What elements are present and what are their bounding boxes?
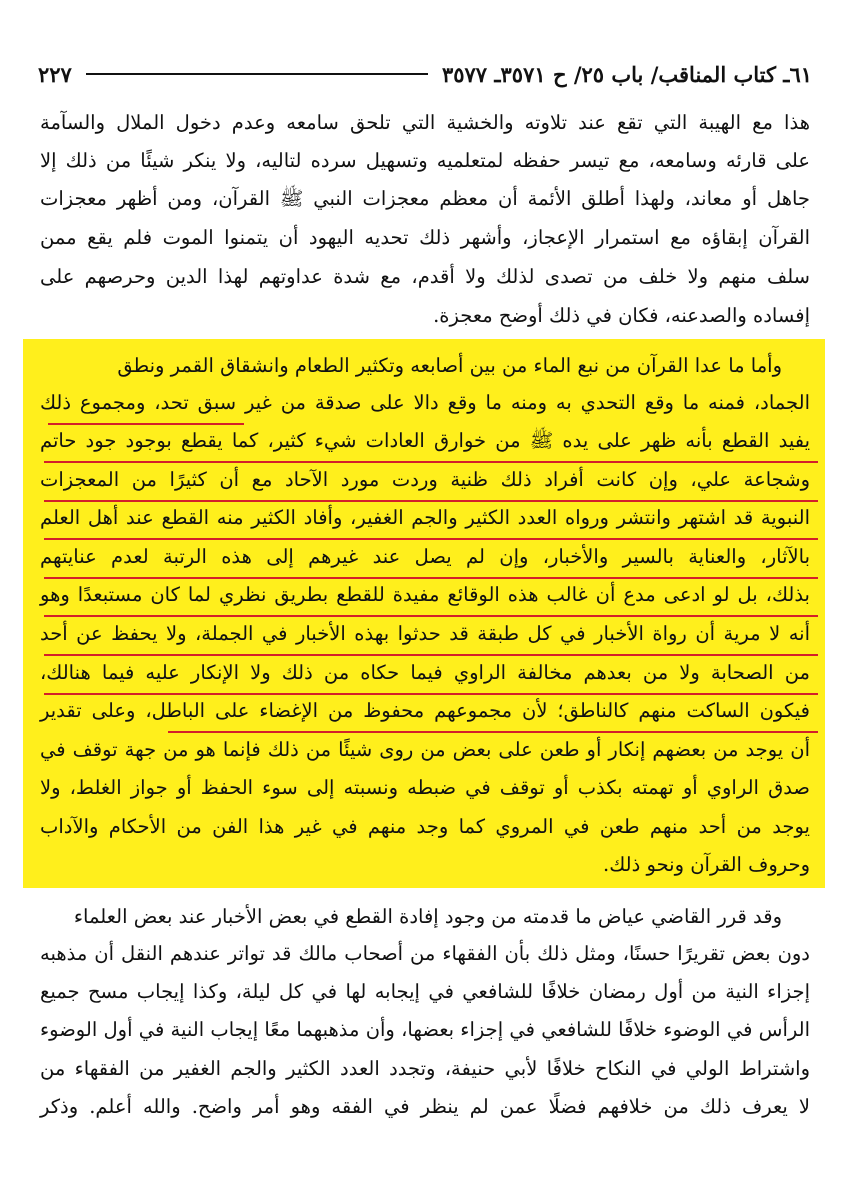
text-line: يفيد القطع بأنه ظهر على يده ﷺ من خوارق العادات شيء كثير، كما يقطع بوجود جود حاتم bbox=[40, 429, 810, 452]
red-underline bbox=[48, 423, 244, 425]
text-line: وقد قرر القاضي عياض ما قدمته من وجود إفادة القطع في بعض الأخبار عند بعض العلماء bbox=[73, 905, 782, 928]
text-line: بذلك، بل لو ادعى مدع أن غالب هذه الوقائع مفيدة للقطع بطريق نظري لما كان مستبعدًا وهو bbox=[40, 583, 810, 606]
text-line: بالآثار، والعناية بالسير والأخبار، وإن لم يصل عند غيرهم إلى هذه الرتبة لعدم عنايتهم bbox=[40, 545, 810, 568]
text-line: من الصحابة ولا من بعدهم مخالفة الراوي فيما حكاه من ذلك ولا الإنكار عليه فيما هنالك، bbox=[40, 661, 810, 684]
red-underline bbox=[44, 538, 818, 540]
text-line: وحروف القرآن ونحو ذلك. bbox=[603, 853, 810, 876]
text-line: هذا مع الهيبة التي تقع عند تلاوته والخشية التي تلحق سامعه وعدم دخول الملال والسآمة bbox=[40, 111, 810, 134]
text-line: على قارئه وسامعه، مع تيسر حفظه لمتعلميه وتسهيل سرده لتاليه، ولا ينكر شيئًا من ذلك إلا bbox=[40, 149, 810, 172]
text-line: جاهل أو معاند، ولهذا أطلق الأئمة أن معظم معجزات النبي ﷺ القرآن، ومن أظهر معجزات bbox=[40, 187, 810, 210]
yellow-highlight bbox=[23, 339, 825, 888]
red-underline bbox=[44, 693, 818, 695]
text-line: إفساده والصدعنه، فكان في ذلك أوضح معجزة. bbox=[433, 304, 810, 327]
red-underline bbox=[44, 577, 818, 579]
text-line: وأما ما عدا القرآن من نبع الماء من بين أصابعه وتكثير الطعام وانشقاق القمر ونطق bbox=[117, 354, 782, 377]
text-line: لا يعرف ذلك من خلافهم فضلًا عمن لم ينظر في الفقه وهو أمر واضح. والله أعلم. وذكر bbox=[40, 1095, 810, 1118]
text-line: دون بعض تقريرًا حسنًا، ومثل ذلك بأن الفقهاء من أصحاب مالك قد تواتر عندهم النقل أن مذهبه bbox=[40, 942, 810, 965]
text-line: فيكون الساكت منهم كالناطق؛ لأن مجموعهم محفوظ من الإغضاء على الباطل، وعلى تقدير bbox=[40, 699, 810, 722]
red-underline bbox=[44, 654, 818, 656]
text-line: النبوية قد اشتهر وانتشر ورواه العدد الكثير والجم الغفير، وأفاد الكثير منه القطع عند أهل العلم bbox=[40, 506, 810, 529]
text-line: الجماد، فمنه ما وقع التحدي به ومنه ما وقع دالا على صدقة من غير سبق تحد، ومجموع ذلك bbox=[40, 391, 810, 414]
page-number: ٢٢٧ bbox=[38, 61, 72, 87]
text-line: أنه لا مرية أن رواة الأخبار في كل طبقة قد حدثوا بهذه الأخبار في الجملة، ولا يحفظ عن أحد bbox=[40, 622, 810, 645]
red-underline bbox=[168, 731, 818, 733]
page-header bbox=[38, 52, 812, 96]
red-underline bbox=[44, 500, 818, 502]
header-rule bbox=[86, 73, 428, 75]
text-line: سلف منهم ولا خلف من تصدى لذلك ولا أقدم، مع شدة عداوتهم لهذا الدين وحرصهم على bbox=[40, 265, 810, 288]
red-underline bbox=[44, 461, 818, 463]
text-line: الرأس في الوضوء خلافًا للشافعي في إجزاء بعضها، وأن مذهبهما معًا إيجاب النية في أول الوضوء bbox=[40, 1018, 810, 1041]
text-line: صدق الراوي أو تهمته بكذب أو توقف في ضبطه ونسبته إلى سوء الحفظ أو جواز الغلط، ولا bbox=[40, 776, 810, 799]
text-line: إجزاء النية من أول رمضان خلافًا للشافعي في إيجابه لها في كل ليلة، وكذا إيجاب مسح جميع bbox=[40, 980, 810, 1003]
text-line: وشجاعة علي، وإن كانت أفراد ذلك ظنية وردت مورد الآحاد مع أن كثيرًا من المعجزات bbox=[40, 468, 810, 491]
text-line: واشتراط الولي في النكاح خلافًا لأبي حنيفة، وتجدد العدد الكثير والجم الغفير من الفقهاء من bbox=[40, 1057, 810, 1080]
text-line: القرآن إبقاؤه مع استمرار الإعجاز، وأشهر ذلك تحديه اليهود أن يتمنوا الموت فلم يقع ممن bbox=[40, 226, 810, 249]
text-line: أن يوجد من بعضهم إنكار أو طعن على بعض من روى شيئًا من ذلك فإنما هو من جهة توقف في bbox=[40, 738, 810, 761]
running-title: ٦١ـ كتاب المناقب/ باب ٢٥/ ح ٣٥٧١ـ ٣٥٧٧ bbox=[441, 61, 812, 87]
red-underline bbox=[44, 615, 818, 617]
text-line: يوجد من أحد منهم طعن في المروي كما وجد منهم في غير هذا الفن من الأحكام والآداب bbox=[40, 815, 810, 838]
